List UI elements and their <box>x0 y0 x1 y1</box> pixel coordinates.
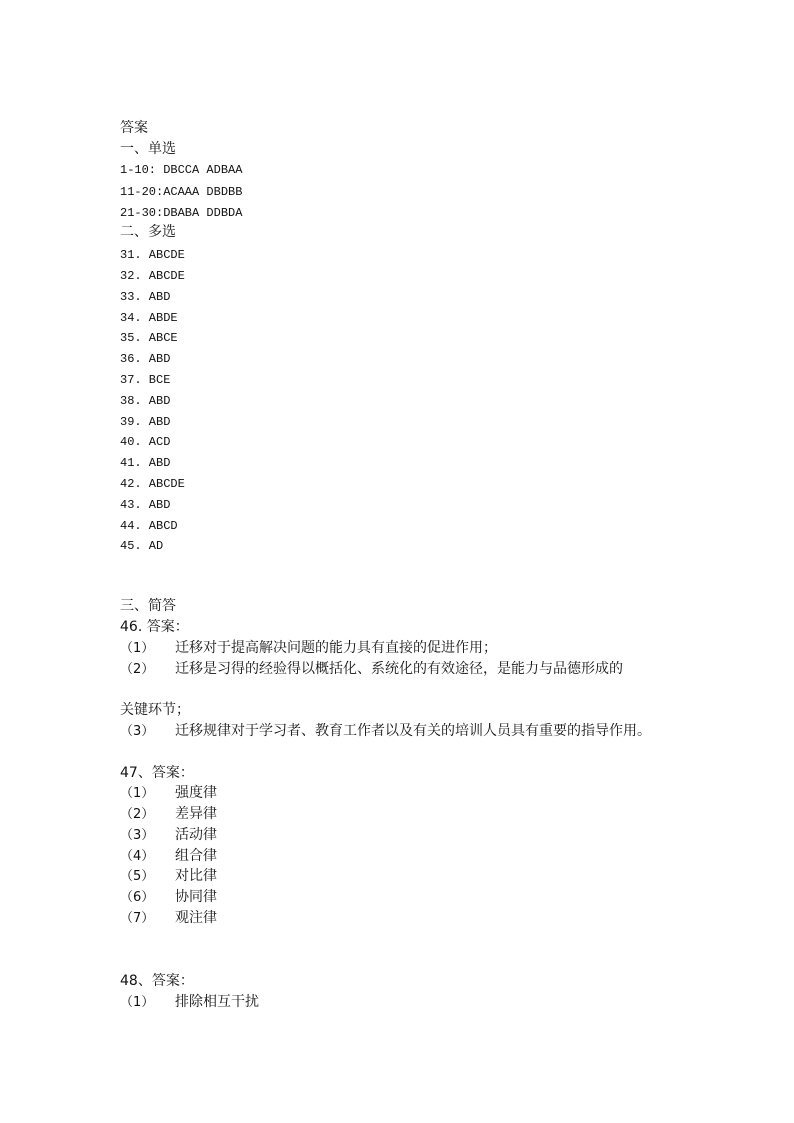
answer-item-number: （3） <box>120 828 155 843</box>
answer-item-text: 迁移是习得的经验得以概括化、系统化的有效途径，是能力与品德形成的 <box>175 661 623 677</box>
answer-item-number: （3） <box>120 724 155 739</box>
answer-item-text: 迁移规律对于学习者、教育工作者以及有关的培训人员具有重要的指导作用。 <box>175 723 651 739</box>
answer-item-text: 对比律 <box>175 868 217 884</box>
section-heading-short-answer: 三、简答 <box>120 598 176 614</box>
answer-item-number: （2） <box>120 807 155 822</box>
multi-choice-item: 41. ABD <box>120 456 171 470</box>
multi-choice-item: 44. ABCD <box>120 519 178 533</box>
multi-choice-item: 33. ABD <box>120 290 171 304</box>
question-48-label: 48、答案： <box>120 973 194 989</box>
section-heading-single-choice: 一、单选 <box>120 141 176 157</box>
answer-continuation-text: 关键环节； <box>120 702 190 718</box>
answer-item-number: （1） <box>120 995 155 1010</box>
single-choice-line: 1-10: DBCCA ADBAA <box>120 163 243 177</box>
multi-choice-item: 40. ACD <box>120 435 171 449</box>
multi-choice-item: 37. BCE <box>120 373 171 387</box>
answer-item-text: 强度律 <box>175 785 217 801</box>
question-46-label: 46. 答案： <box>120 619 189 635</box>
multi-choice-item: 36. ABD <box>120 352 171 366</box>
answer-item-number: （1） <box>120 641 155 656</box>
multi-choice-item: 32. ABCDE <box>120 269 185 283</box>
multi-choice-item: 39. ABD <box>120 415 171 429</box>
answer-item-text: 协同律 <box>175 889 217 905</box>
answer-item-text: 差异律 <box>175 806 217 822</box>
answer-item-number: （5） <box>120 869 155 884</box>
answer-item-text: 观注律 <box>175 910 217 926</box>
answer-item-text: 排除相互干扰 <box>175 994 259 1010</box>
answer-item-text: 迁移对于提高解决问题的能力具有直接的促进作用； <box>175 640 497 656</box>
answer-item-text: 组合律 <box>175 848 217 864</box>
page-title: 答案 <box>120 120 148 136</box>
section-heading-multiple-choice: 二、多选 <box>120 224 176 240</box>
multi-choice-item: 45. AD <box>120 539 164 553</box>
multi-choice-item: 34. ABDE <box>120 311 178 325</box>
question-47-label: 47、答案： <box>120 765 194 781</box>
answer-item-number: （4） <box>120 849 155 864</box>
answer-item-number: （1） <box>120 786 155 801</box>
multi-choice-item: 31. ABCDE <box>120 248 185 262</box>
answer-item-text: 活动律 <box>175 827 217 843</box>
answer-item-number: （2） <box>120 662 155 677</box>
single-choice-line: 21-30:DBABA DDBDA <box>120 206 243 220</box>
answer-item-number: （7） <box>120 911 155 926</box>
answer-item-number: （6） <box>120 890 155 905</box>
multi-choice-item: 35. ABCE <box>120 331 178 345</box>
multi-choice-item: 38. ABD <box>120 394 171 408</box>
single-choice-line: 11-20:ACAAA DBDBB <box>120 185 243 199</box>
multi-choice-item: 43. ABD <box>120 498 171 512</box>
multi-choice-item: 42. ABCDE <box>120 477 185 491</box>
